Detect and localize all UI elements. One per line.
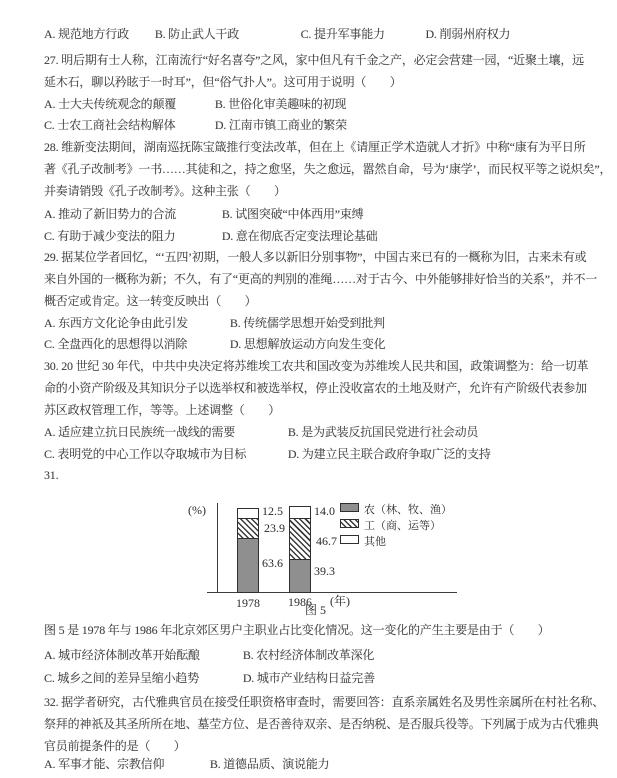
option-d: D. 江南市镇工商业的繁荣	[214, 118, 347, 132]
option-b: B. 传统儒学思想开始受到批判	[229, 316, 385, 330]
q30-stem-line-3: 苏区政权管理工作，等等。上述调整（ ）	[44, 403, 281, 417]
option-b: B. 是为武装反抗国民党进行社会动员	[287, 425, 479, 439]
q29-options-row-1	[44, 315, 385, 331]
value-label-1986-agriculture: 39.3	[314, 564, 335, 578]
q28-stem-line-2: 著《孔子改制考》一书……其徒和之，持之愈坚，失之愈远，嚣然自命，号为‘康学’，而民权平等之说炽矣”，	[44, 162, 612, 176]
q32-stem-line-1: 32. 据学者研究，古代雅典官员在接受任职资格审查时，需要回答：直系亲属姓名及男性亲属所在村社名称、	[44, 695, 605, 709]
q29-stem-line-3: 概否定或肯定。这一转变反映出（ ）	[44, 294, 257, 308]
figure-caption: 图 5	[305, 603, 327, 617]
q32-options-row-1	[44, 756, 329, 772]
option-c: C. 城乡之间的差异呈缩小趋势	[44, 671, 200, 685]
value-label-1978-industry: 23.9	[264, 521, 285, 535]
q29-options-row-2	[44, 336, 385, 352]
q30-stem-line-2: 命的小资产阶级及其知识分子以选举权和被选举权，停止没收富农的土地及财产，允许有产阶级代表参加	[44, 381, 587, 395]
q27-options-row-1	[44, 96, 346, 112]
legend-swatch-other	[340, 535, 359, 544]
bar-1978-segment-industry	[237, 518, 259, 539]
option-a: A. 推动了新旧势力的合流	[44, 207, 177, 221]
option-c: C. 士农工商社会结构解体	[44, 118, 176, 132]
option-c: C. 全盘西化的思想得以消除	[44, 337, 188, 351]
value-label-1986-industry: 46.7	[316, 534, 337, 548]
q32-stem-line-3: 官员前提条件的是（ ）	[44, 739, 186, 753]
option-b: B. 防止武人干政	[154, 27, 240, 41]
value-label-1978-other: 12.5	[262, 504, 283, 518]
q28-options-row-2	[44, 228, 377, 244]
option-d: D. 削弱州府权力	[425, 27, 511, 41]
q31-options-row-1	[44, 647, 374, 663]
option-c: C. 表明党的中心工作以夺取城市为目标	[44, 447, 247, 461]
option-a: A. 东西方文化论争由此引发	[44, 316, 188, 330]
q29-stem-line-2: 来自外国的一概称为新；不久，有了“更高的判别的准绳……对于古今、中外能够排好恰当的关系”，并不一	[44, 272, 598, 286]
value-label-1986-other: 14.0	[314, 504, 335, 518]
option-c: C. 提升军事能力	[300, 27, 385, 41]
option-b: B. 农村经济体制改革深化	[242, 648, 375, 662]
option-b: B. 试图突破“中体西用”束缚	[221, 207, 364, 221]
bar-1978-segment-agriculture	[237, 538, 259, 593]
option-a: A. 士大夫传统观念的颠覆	[44, 97, 177, 111]
bar-1986-segment-industry	[289, 518, 311, 560]
legend-swatch-agriculture	[340, 503, 359, 512]
x-tick-1986: 1986	[288, 595, 312, 609]
options-row-prev	[44, 26, 510, 42]
value-label-1978-agriculture: 63.6	[262, 556, 283, 570]
q31-number: 31.	[44, 468, 59, 482]
x-tick-1978: 1978	[236, 596, 260, 610]
q28-stem-line-3: 并奏请销毁《孔子改制考》。这种主张（ ）	[44, 184, 286, 198]
legend-swatch-industry	[340, 519, 359, 528]
option-c: C. 有助于减少变法的阻力	[44, 229, 176, 243]
option-d: D. 思想解放运动方向发生变化	[229, 337, 386, 351]
option-d: D. 城市产业结构日益完善	[242, 671, 375, 685]
option-d: D. 意在彻底否定变法理论基础	[221, 229, 378, 243]
option-b: B. 世俗化审美趣味的初现	[214, 97, 347, 111]
y-axis-line	[217, 503, 218, 593]
q30-options-row-1	[44, 424, 478, 440]
y-axis-unit-label: (%)	[188, 503, 206, 517]
option-a: A. 规范地方行政	[44, 27, 129, 41]
q28-stem-line-1: 28. 维新变法期间，湖南巡抚陈宝箴推行变法改革，但在上《请厘正学术造就人才折》中称“康有为平日所	[44, 140, 586, 154]
q27-stem-line-2: 延木石，聊以矜眩于一时耳”，但“俗气扑人”。这可用于说明（ ）	[44, 75, 402, 89]
option-d: D. 为建立民主联合政府争取广泛的支持	[287, 447, 491, 461]
legend-label-agriculture: 农（林、牧、渔）	[364, 504, 452, 516]
q29-stem-line-1: 29. 据某位学者回忆，“‘五四’初期，一般人多以新旧分别事物”，中国古来已有的一概称为旧，古来未有或	[44, 250, 587, 264]
q31-options-row-2	[44, 670, 375, 686]
legend-label-other: 其他	[364, 536, 386, 548]
q31-stem-line: 图 5 是 1978 年与 1986 年北京郊区男户主职业占比变化情况。这一变化的产生主要是由于（ ）	[44, 623, 550, 637]
option-a: A. 城市经济体制改革开始酝酿	[44, 648, 200, 662]
legend-label-industry: 工（商、运等）	[364, 520, 441, 532]
option-a: A. 适应建立抗日民族统一战线的需要	[44, 425, 236, 439]
q32-stem-line-2: 祭拜的神祇及其圣所所在地、墓茔方位、是否善待双亲、是否纳税、是否服兵役等。下列属于成为古代雅典	[44, 717, 599, 731]
q27-stem-line-1: 27. 明后期有士人称，江南流行“好名喜夸”之风，家中但凡有千金之产，必定会营建一园，“近聚土壤，远	[44, 53, 584, 67]
q30-stem-line-1: 30. 20 世纪 30 年代，中共中央决定将苏维埃工农共和国改变为苏维埃人民共和国，政策调整为：给一切革	[44, 359, 589, 373]
option-b: B. 道德品质、演说能力	[209, 757, 330, 771]
q30-options-row-2	[44, 446, 491, 462]
q28-options-row-1	[44, 206, 363, 222]
option-a: A. 军事才能、宗教信仰	[44, 757, 165, 771]
bar-1986-segment-agriculture	[289, 559, 311, 593]
q27-options-row-2	[44, 117, 347, 133]
x-axis-unit-label: (年)	[330, 594, 350, 608]
